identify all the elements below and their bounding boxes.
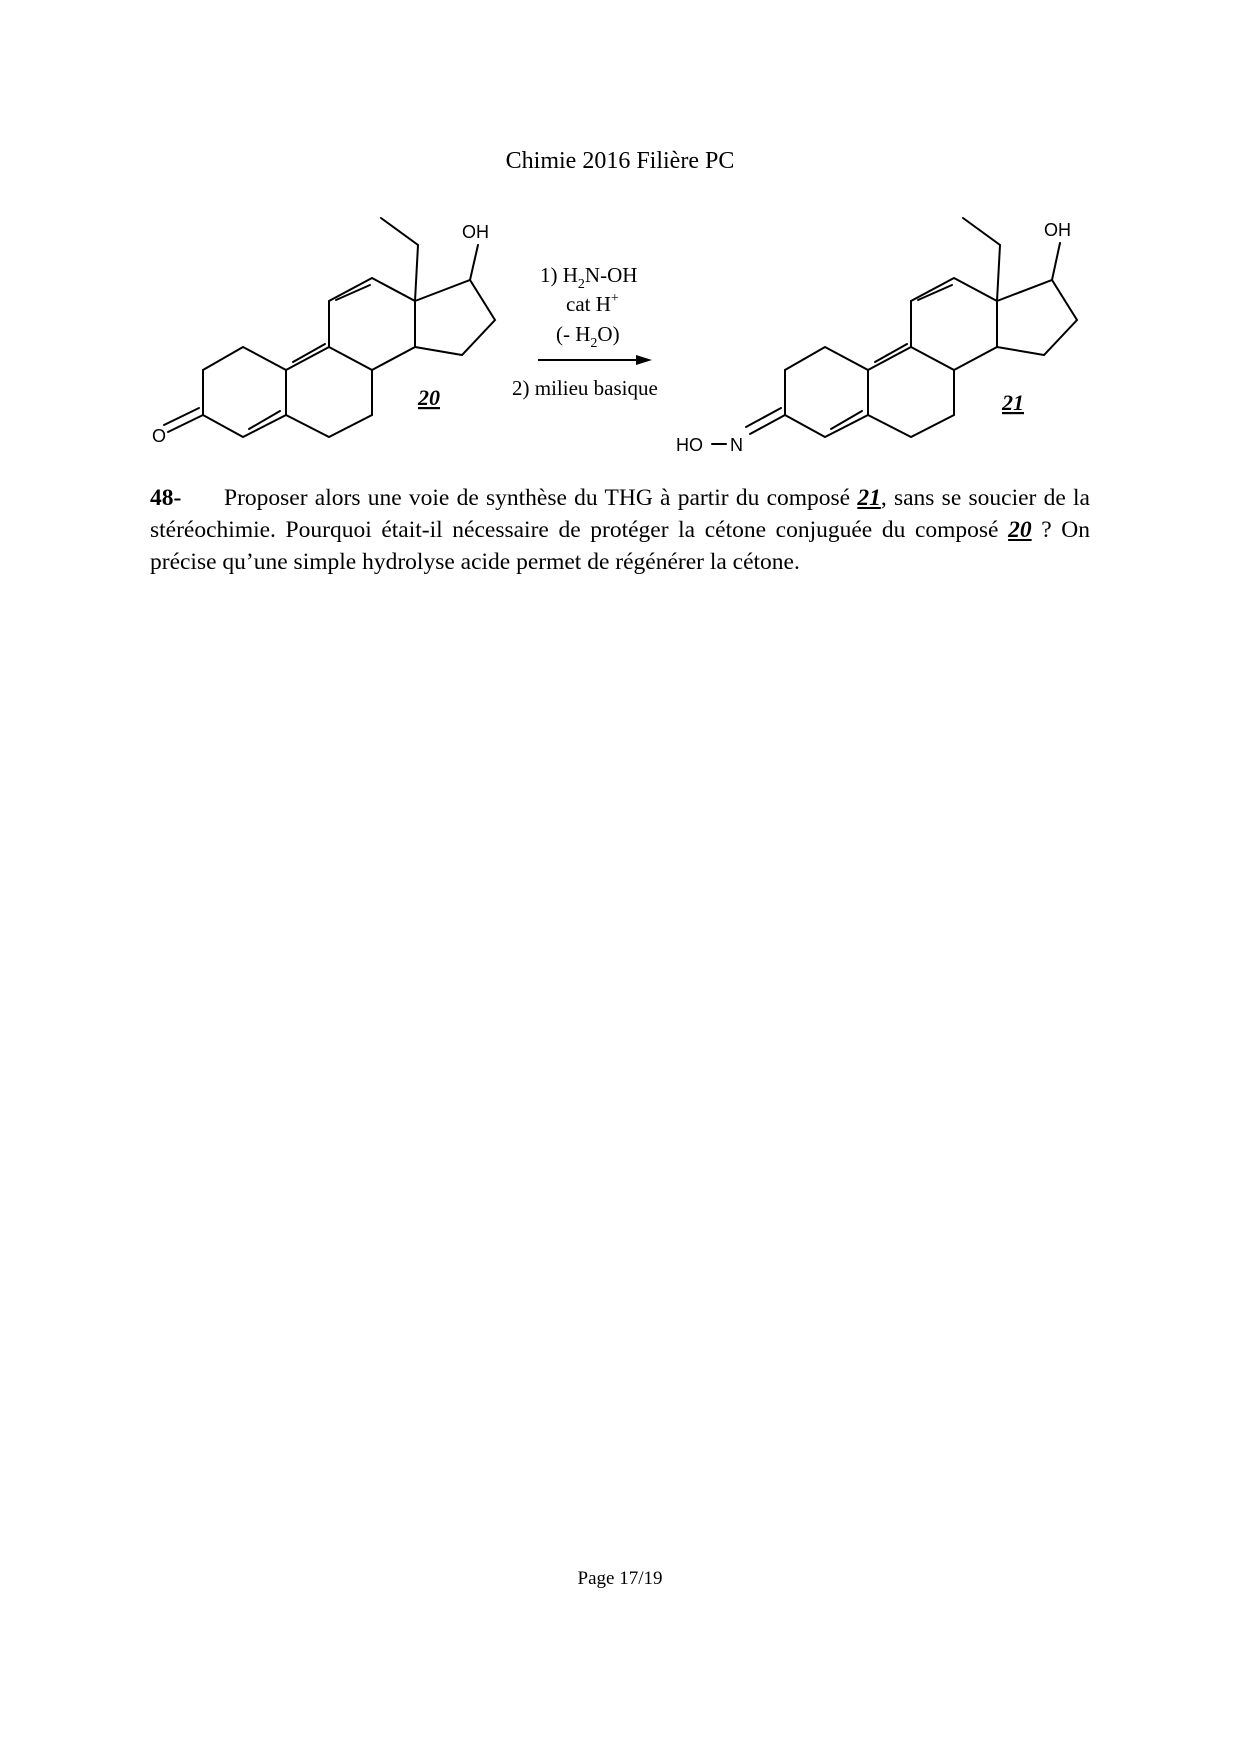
- compound-20-structure: [164, 218, 495, 437]
- atom-n-21: N: [730, 435, 743, 455]
- reaction-scheme: [0, 0, 1240, 470]
- question-number: 48-: [150, 485, 182, 511]
- compound-label-21: 21: [1002, 390, 1024, 415]
- page-header: Chimie 2016 Filière PC: [505, 148, 735, 174]
- page-number: Page 17/19: [577, 1568, 663, 1589]
- compound-label-20: 20: [418, 385, 440, 410]
- question-text-1: Proposer alors une voie de synthèse du THG à partir du composé: [224, 485, 858, 511]
- question-text-3: ? On précise qu’une simple hydrolyse acide permet de régénérer la cétone.: [150, 517, 1090, 575]
- atom-oh-20: OH: [462, 222, 489, 242]
- atom-oh-21: OH: [1044, 220, 1071, 240]
- atom-ho-21: HO: [676, 435, 703, 455]
- reaction-arrow: [538, 355, 652, 365]
- question-48: [150, 482, 1090, 578]
- atom-o-20: O: [152, 426, 167, 446]
- condition-water: (- $H_2O$): [556, 322, 620, 351]
- question-text-2: , sans se soucier de la stéréochimie. Pourquoi était-il nécessaire de protéger la cétone conjuguée du composé: [150, 485, 1090, 543]
- condition-step1: 1) $H_2N-OH$: [540, 263, 638, 292]
- condition-step2: 2) milieu basique: [512, 376, 658, 400]
- compound-ref-21: 21: [857, 485, 881, 511]
- compound-ref-20: 20: [1008, 517, 1032, 543]
- condition-catalyst: cat H+: [566, 291, 619, 316]
